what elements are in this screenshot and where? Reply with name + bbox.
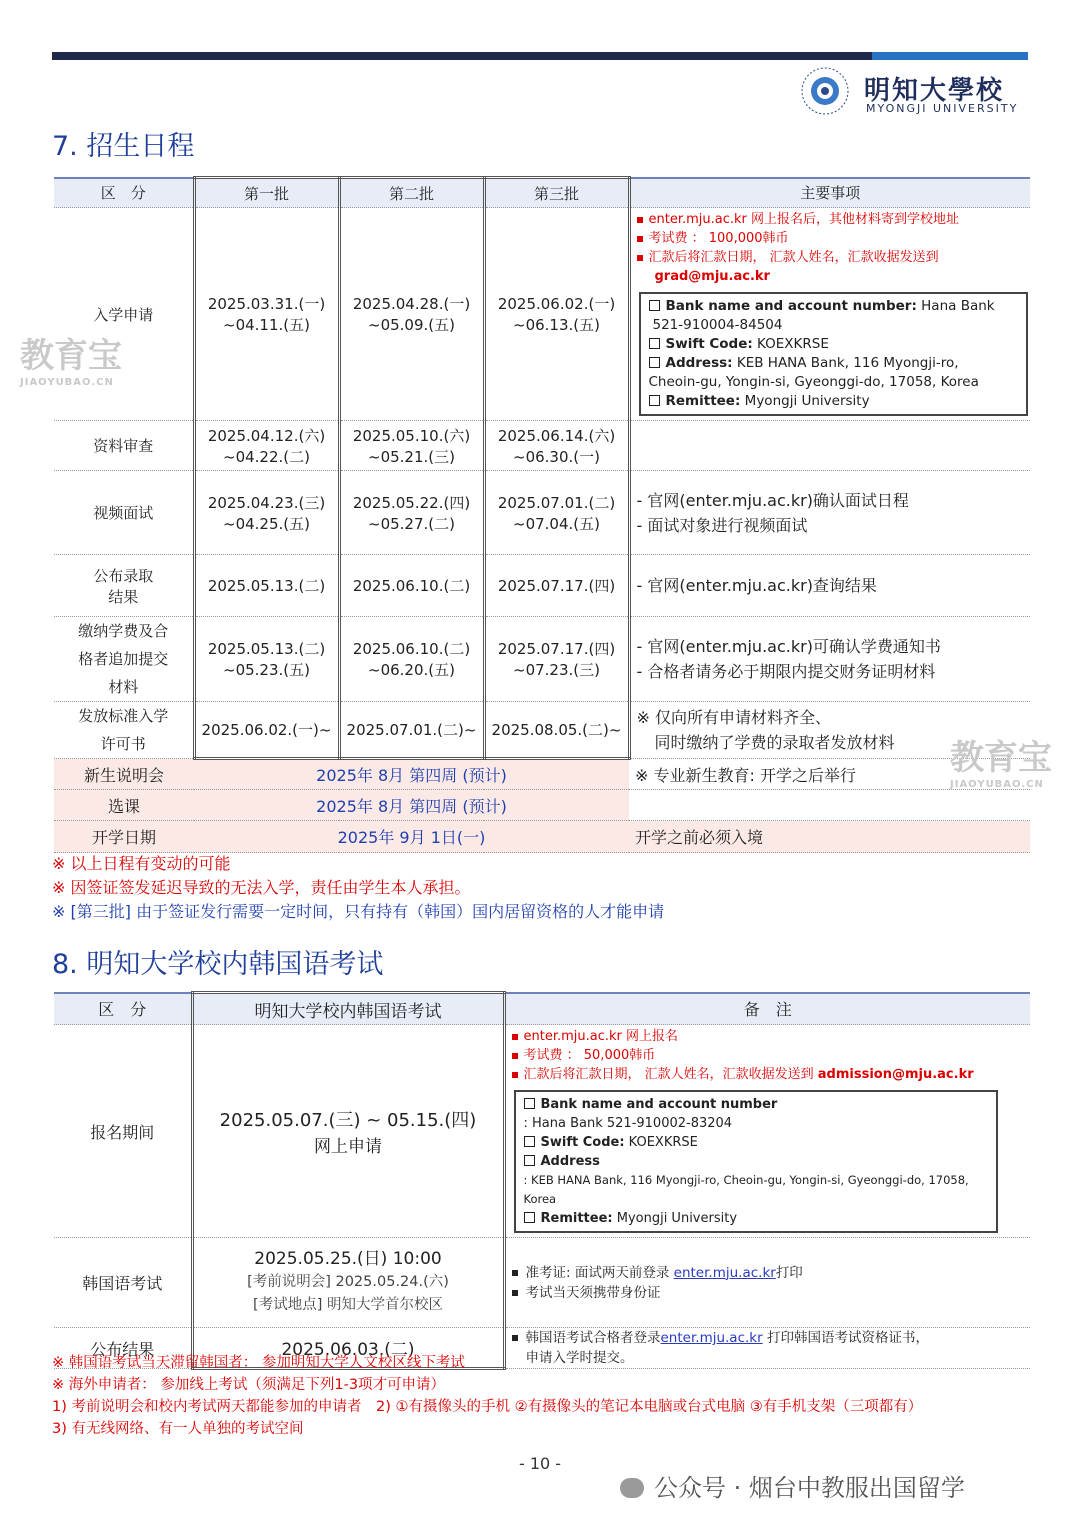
footnote: 1) 考前说明会和校内考试两天都能参加的申请者 2) ①有摄像头的手机 ②有摄像头的笔记本电脑或台式电脑 ③有手机支架（三项都有） — [52, 1399, 923, 1415]
row-label: 公布结果 — [54, 1328, 192, 1369]
batch-1-date: 2025.06.02.(一)~ — [194, 702, 339, 759]
batch-1-date: 2025.04.23.(三) ~04.25.(五) — [194, 471, 339, 555]
col-header-category: 区 分 — [54, 993, 192, 1025]
email-address: grad@mju.ac.kr — [654, 269, 770, 284]
row-label: 选课 — [54, 790, 194, 821]
footnote: ※ 因签证签发延迟导致的无法入学，责任由学生本人承担。 — [52, 878, 471, 897]
section-8-footnotes — [52, 1352, 922, 1440]
table-row — [54, 1238, 1030, 1328]
enter-link[interactable]: enter.mju.ac.kr — [673, 1264, 776, 1281]
footnote: ※ 海外申请者： 参加线上考试（须满足下列1-3项才可申请） — [52, 1377, 446, 1393]
list-item: enter.mju.ac.kr 网上报名 — [512, 1027, 1031, 1046]
logo-english-name: MYONGJI UNIVERSITY — [866, 102, 1019, 115]
watermark: 教育宝 JIAOYUBAO.CN — [20, 336, 122, 388]
footnote: ※ 以上日程有变动的可能 — [52, 854, 231, 873]
section-8-title: 8. 明知大学校内韩国语考试 — [52, 949, 384, 980]
wechat-account: 公众号 · 烟台中教服出国留学 — [620, 1468, 965, 1503]
checkbox-icon — [649, 357, 660, 368]
checkbox-icon — [649, 395, 660, 406]
video-notes: - 官网(enter.mju.ac.kr)确认面试日程 - 面试对象进行视频面试 — [629, 471, 1030, 555]
batch-2-date: 2025.04.28.(一) ~05.09.(五) — [339, 208, 484, 421]
batch-2-date: 2025.06.10.(二) ~06.20.(五) — [339, 617, 484, 702]
row-label: 公布录取 结果 — [54, 555, 194, 617]
batch-1-date: 2025.03.31.(一) ~04.11.(五) — [194, 208, 339, 421]
header-rule-accent — [872, 52, 1028, 60]
batch-3-date: 2025.07.17.(四) ~07.23.(三) — [484, 617, 629, 702]
footnote: 3) 有无线网络、有一人单独的考试空间 — [52, 1421, 304, 1437]
table-row — [54, 702, 1030, 759]
application-notes — [504, 1025, 1030, 1238]
bank-info-box: Bank name and account number: Hana Bank 521-910004-84504 Swift Code: KOEXKRSE Address: KEB HANA Bank, 116 Myongji-ro, Cheoin-gu, Yongin-si, Gyeonggi-do, 17058, Korea Remittee: Myongji University — [639, 292, 1029, 416]
list-item: 汇款后将汇款日期， 汇款人姓名，汇款收据发送到 admission@mju.ac.kr — [512, 1065, 1031, 1084]
row-label: 入学申请 — [54, 208, 194, 421]
row-label: 发放标准入学 许可书 — [54, 702, 194, 759]
footnote: ※ [第三批] 由于签证发行需要一定时间，只有持有（韩国）国内居留资格的人才能申请 — [52, 902, 665, 921]
batch-1-date: 2025.05.13.(二) — [194, 555, 339, 617]
batch-2-date: 2025.07.01.(二)~ — [339, 702, 484, 759]
batch-2-date: 2025.06.10.(二) — [339, 555, 484, 617]
col-header-batch-1: 第一批 — [194, 178, 339, 208]
row-label: 视频面试 — [54, 471, 194, 555]
table-row — [54, 790, 1030, 821]
checkbox-icon — [649, 338, 660, 349]
col-header-batch-3: 第三批 — [484, 178, 629, 208]
row-label: 资料审查 — [54, 421, 194, 471]
course-note — [629, 790, 1030, 821]
checkbox-icon — [649, 300, 660, 311]
list-item: 准考证: 面试两天前登录 enter.mju.ac.kr打印 — [512, 1263, 1031, 1283]
korean-test-table — [54, 991, 1030, 1370]
batch-3-date: 2025.06.14.(六) ~06.30.(一) — [484, 421, 629, 471]
exam-schedule: 2025.05.25.(日) 10:00 [考前说明会] 2025.05.24.(六) [考试地点] 明知大学首尔校区 — [192, 1238, 504, 1328]
row-label: 缴纳学费及合 格者追加提交 材料 — [54, 617, 194, 702]
header-rule — [52, 52, 1028, 60]
row-label: 报名期间 — [54, 1025, 192, 1238]
list-item: 考试费 ： 50,000韩币 — [512, 1046, 1031, 1065]
col-header-category: 区 分 — [54, 178, 194, 208]
batch-3-date: 2025.07.17.(四) — [484, 555, 629, 617]
row-label: 开学日期 — [54, 821, 194, 853]
batch-2-date: 2025.05.22.(四) ~05.27.(二) — [339, 471, 484, 555]
section-7-footnotes — [52, 852, 664, 924]
row-label: 新生说明会 — [54, 759, 194, 790]
col-header-test: 明知大学校内韩国语考试 — [192, 993, 504, 1025]
logo-chinese-name: 明知大學校 — [864, 76, 1005, 106]
orientation-date: 2025年 8月 第四周 (预计) — [194, 759, 629, 790]
batch-3-date: 2025.08.05.(二)~ — [484, 702, 629, 759]
col-header-remarks: 备 注 — [504, 993, 1030, 1025]
watermark: 教育宝 JIAOYUBAO.CN — [950, 738, 1052, 790]
table-row — [54, 421, 1030, 471]
bank-info-box: Bank name and account number : Hana Bank 521-910002-83204 Swift Code: KOEXKRSE Address : KEB HANA Bank, 116 Myongji-ro, Cheoin-gu, Yongin-si, Gyeonggi-do, 17058, Korea Remittee: Myongji University — [514, 1090, 998, 1233]
university-logo — [800, 66, 1030, 118]
checkbox-icon — [524, 1212, 535, 1223]
col-header-batch-2: 第二批 — [339, 178, 484, 208]
table-row — [54, 617, 1030, 702]
batch-3-date: 2025.06.02.(一) ~06.13.(五) — [484, 208, 629, 421]
list-item: 考试费 ： 100,000韩币 — [637, 229, 1031, 248]
col-header-notes: 主要事项 — [629, 178, 1030, 208]
list-item: enter.mju.ac.kr 网上报名后，其他材料寄到学校地址 — [637, 210, 1031, 229]
result-notes: 韩国语考试合格者登录enter.mju.ac.kr 打印韩国语考试资格证书， 申请入学时提交。 — [504, 1328, 1030, 1369]
enter-link[interactable]: enter.mju.ac.kr — [660, 1330, 763, 1346]
batch-1-date: 2025.05.13.(二) ~05.23.(五) — [194, 617, 339, 702]
admission-schedule-table — [54, 176, 1030, 853]
table-row — [54, 759, 1030, 790]
table-row — [54, 555, 1030, 617]
list-item: 汇款后将汇款日期， 汇款人姓名，汇款收据发送到 — [637, 248, 1031, 267]
page-number: - 10 - — [518, 1454, 562, 1473]
section-7-title: 7. 招生日程 — [52, 131, 195, 162]
row-label: 韩国语考试 — [54, 1238, 192, 1328]
exam-notes — [504, 1238, 1030, 1328]
semester-start-note: 开学之前必须入境 — [629, 821, 1030, 853]
checkbox-icon — [524, 1136, 535, 1147]
table-row — [54, 1025, 1030, 1238]
semester-start-date: 2025年 9月 1日(一) — [194, 821, 629, 853]
application-period: 2025.05.07.(三) ~ 05.15.(四) 网上申请 — [192, 1025, 504, 1238]
table-row — [54, 208, 1030, 421]
list-item: 韩国语考试合格者登录enter.mju.ac.kr 打印韩国语考试资格证书， — [512, 1328, 1031, 1348]
list-item: 考试当天须携带身份证 — [512, 1283, 1031, 1303]
tuition-notes: - 官网(enter.mju.ac.kr)可确认学费通知书 - 合格者请务必于期限内提交财务证明材料 — [629, 617, 1030, 702]
footnote: ※ 韩国语考试当天滞留韩国者： 参加明知大学人文校区线下考试 — [52, 1355, 465, 1371]
table-row — [54, 471, 1030, 555]
checkbox-icon — [524, 1098, 535, 1109]
result-notes: - 官网(enter.mju.ac.kr)查询结果 — [629, 555, 1030, 617]
batch-1-date: 2025.04.12.(六) ~04.22.(二) — [194, 421, 339, 471]
batch-2-date: 2025.05.10.(六) ~05.21.(三) — [339, 421, 484, 471]
wechat-icon — [620, 1478, 644, 1498]
orientation-note: ※ 专业新生教育: 开学之后举行 — [629, 759, 1030, 790]
apply-notes — [629, 208, 1030, 421]
permit-notes: ※ 仅向所有申请材料齐全、 同时缴纳了学费的录取者发放材料 — [629, 702, 1030, 759]
checkbox-icon — [524, 1155, 535, 1166]
batch-3-date: 2025.07.01.(二) ~07.04.(五) — [484, 471, 629, 555]
table-row — [54, 821, 1030, 853]
university-emblem-icon — [800, 66, 850, 116]
review-notes — [629, 421, 1030, 471]
course-registration-date: 2025年 8月 第四周 (预计) — [194, 790, 629, 821]
result-date: 2025.06.03.(二) — [192, 1328, 504, 1369]
